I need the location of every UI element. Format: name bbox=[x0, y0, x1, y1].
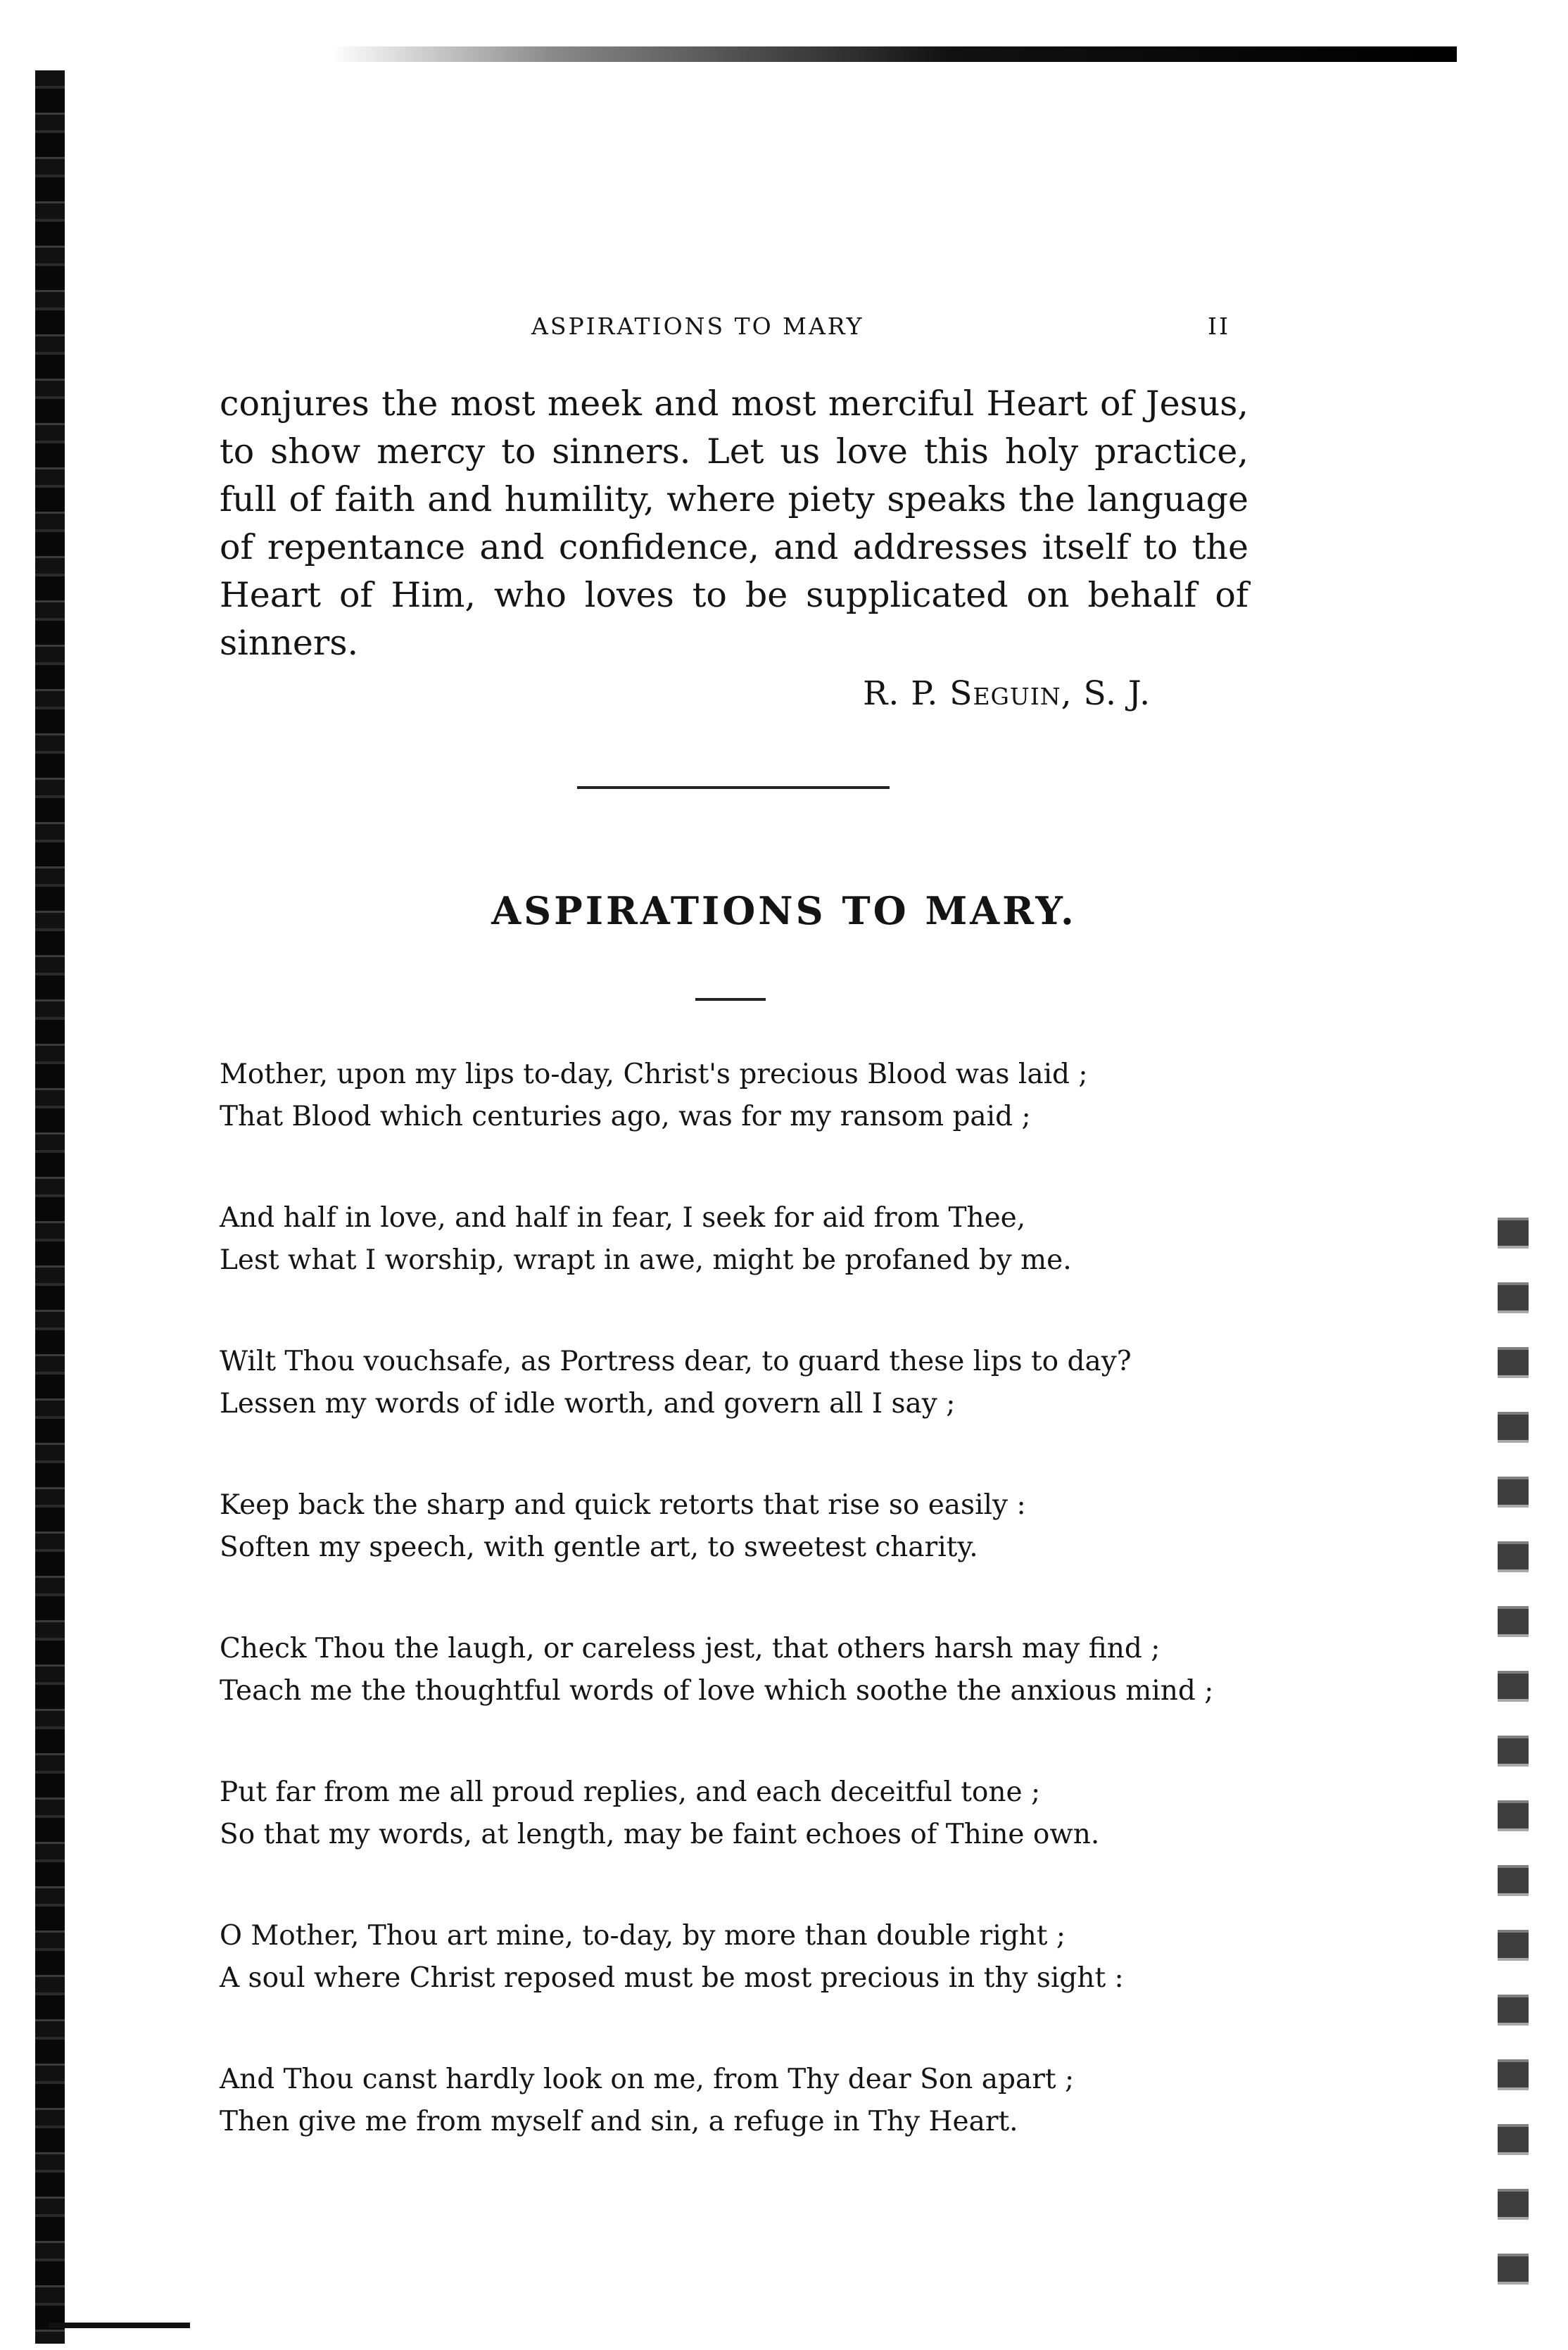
stanza bbox=[220, 1771, 1275, 1856]
author-signature bbox=[863, 674, 1151, 713]
scan-top-edge bbox=[331, 46, 1457, 62]
verse-line: Wilt Thou vouchsafe, as Portress dear, to guard these lips to day? bbox=[220, 1346, 1132, 1377]
section-title: ASPIRATIONS TO MARY. bbox=[491, 888, 1077, 933]
signature-name: Seguin bbox=[949, 674, 1061, 713]
stanza bbox=[220, 1628, 1275, 1712]
verse-line: So that my words, at length, may be faint echoes of Thine own. bbox=[220, 1819, 1100, 1850]
page-number: II bbox=[1208, 312, 1231, 340]
verse-line: Mother, upon my lips to-day, Christ's precious Blood was laid ; bbox=[220, 1059, 1088, 1090]
stanza bbox=[220, 1197, 1275, 1282]
verse-line: O Mother, Thou art mine, to-day, by more than double right ; bbox=[220, 1920, 1066, 1952]
verse-line: And half in love, and half in fear, I seek for aid from Thee, bbox=[220, 1202, 1026, 1234]
signature-suffix: , S. J. bbox=[1061, 674, 1151, 713]
verse-line: Then give me from myself and sin, a refuge in Thy Heart. bbox=[220, 2106, 1018, 2137]
verse-line: Check Thou the laugh, or careless jest, that others harsh may find ; bbox=[220, 1633, 1161, 1664]
poem bbox=[220, 1054, 1275, 2202]
stanza bbox=[220, 1484, 1275, 1569]
verse-line: Keep back the sharp and quick retorts that rise so easily : bbox=[220, 1489, 1026, 1521]
prose-paragraph bbox=[220, 380, 1248, 667]
stanza bbox=[220, 1054, 1275, 1138]
signature-prefix: R. P. bbox=[863, 674, 950, 713]
scan-binding-shadow bbox=[35, 70, 65, 2344]
verse-line: Put far from me all proud replies, and each deceitful tone ; bbox=[220, 1776, 1041, 1808]
stanza bbox=[220, 2059, 1275, 2143]
verse-line: And Thou canst hardly look on me, from Thy dear Son apart ; bbox=[220, 2064, 1075, 2095]
verse-line: A soul where Christ reposed must be most precious in thy sight : bbox=[220, 1962, 1124, 1994]
section-divider bbox=[577, 786, 890, 789]
stanza bbox=[220, 1915, 1275, 2000]
prose-line: to show mercy to sinners. Let us love this holy practice, bbox=[220, 431, 1248, 472]
prose-line: conjures the most meek and most merciful Heart of Jesus, bbox=[220, 384, 1248, 424]
prose-line: full of faith and humility, where piety speaks the language bbox=[220, 479, 1248, 519]
prose-line: sinners. bbox=[220, 623, 359, 663]
verse-line: Soften my speech, with gentle art, to sweetest charity. bbox=[220, 1531, 978, 1563]
scan-right-edge bbox=[1498, 1196, 1529, 2294]
verse-line: Teach me the thoughtful words of love which soothe the anxious mind ; bbox=[220, 1675, 1214, 1707]
scan-binding-foot bbox=[49, 2323, 190, 2328]
verse-line: That Blood which centuries ago, was for my ransom paid ; bbox=[220, 1101, 1031, 1132]
prose-line: Heart of Him, who loves to be supplicated on behalf of bbox=[220, 575, 1248, 615]
verse-line: Lest what I worship, wrapt in awe, might be profaned by me. bbox=[220, 1244, 1072, 1276]
verse-line: Lessen my words of idle worth, and govern all I say ; bbox=[220, 1388, 956, 1420]
running-header: ASPIRATIONS TO MARY bbox=[531, 312, 864, 340]
prose-line: of repentance and confidence, and addresses itself to the bbox=[220, 527, 1248, 567]
title-underline bbox=[695, 998, 766, 1001]
stanza bbox=[220, 1341, 1275, 1425]
